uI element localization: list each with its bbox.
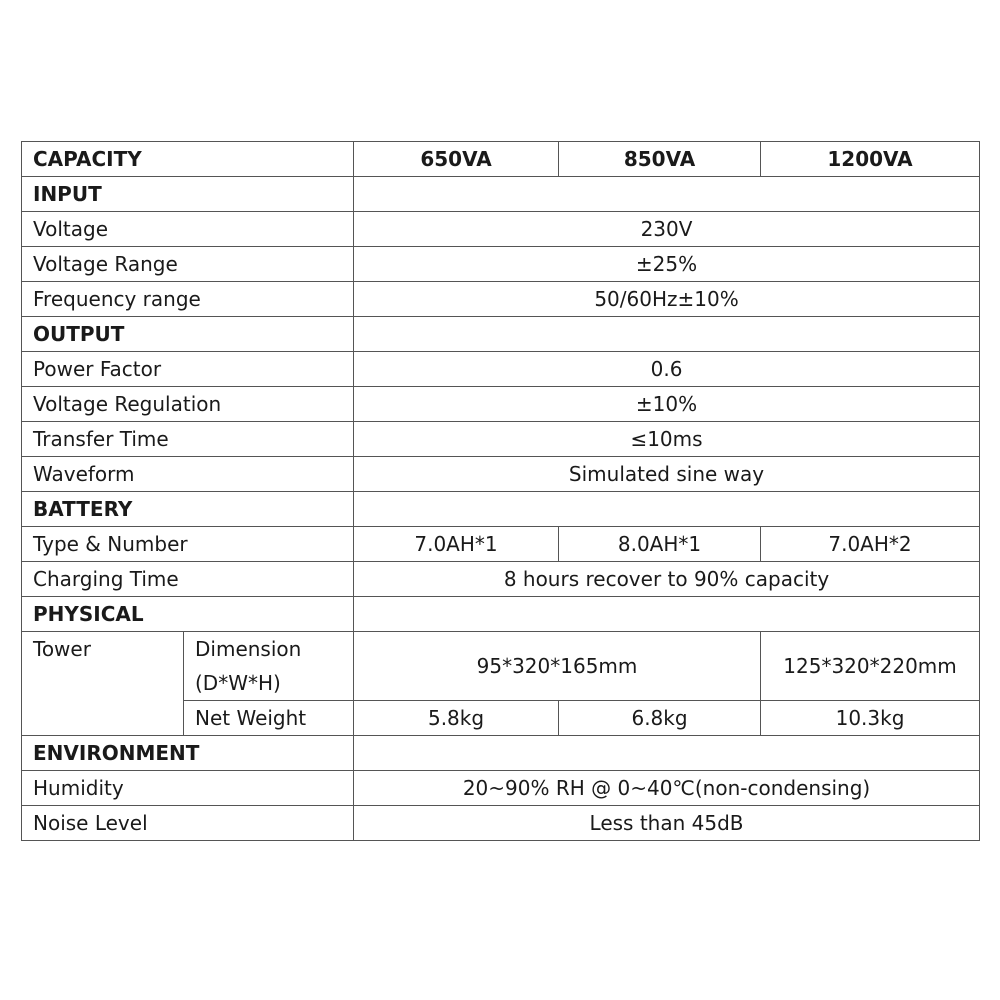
row-label: Transfer Time — [22, 422, 354, 457]
row-label: Voltage Range — [22, 247, 354, 282]
spec-table — [21, 141, 980, 841]
table-row — [22, 212, 980, 247]
section-empty-cell — [354, 597, 980, 632]
model-1200va: 1200VA — [761, 142, 980, 177]
row-value: 6.8kg — [559, 701, 761, 736]
section-environment — [22, 736, 980, 771]
section-output — [22, 317, 980, 352]
row-value: ±25% — [354, 247, 980, 282]
table-row — [22, 422, 980, 457]
section-empty-cell — [354, 177, 980, 212]
row-value: Simulated sine way — [354, 457, 980, 492]
row-label: Humidity — [22, 771, 354, 806]
tower-label: Tower — [22, 632, 184, 736]
row-value: 230V — [354, 212, 980, 247]
row-label: Waveform — [22, 457, 354, 492]
model-650va: 650VA — [354, 142, 559, 177]
table-row — [22, 387, 980, 422]
section-empty-cell — [354, 736, 980, 771]
model-850va: 850VA — [559, 142, 761, 177]
header-row — [22, 142, 980, 177]
row-value: 20~90% RH @ 0~40℃(non-condensing) — [354, 771, 980, 806]
row-value: ≤10ms — [354, 422, 980, 457]
row-value: 0.6 — [354, 352, 980, 387]
row-value: 50/60Hz±10% — [354, 282, 980, 317]
row-value: Less than 45dB — [354, 806, 980, 841]
section-empty-cell — [354, 317, 980, 352]
dimension-label — [184, 632, 354, 701]
dimension-value-large: 125*320*220mm — [761, 632, 980, 701]
row-value: 7.0AH*2 — [761, 527, 980, 562]
row-value: 7.0AH*1 — [354, 527, 559, 562]
row-label: Charging Time — [22, 562, 354, 597]
capacity-label: CAPACITY — [22, 142, 354, 177]
table-row — [22, 247, 980, 282]
table-row — [22, 282, 980, 317]
row-value: ±10% — [354, 387, 980, 422]
table-row — [22, 527, 980, 562]
row-label: Noise Level — [22, 806, 354, 841]
table-row — [22, 352, 980, 387]
section-input — [22, 177, 980, 212]
table-row — [22, 771, 980, 806]
dimension-value-small: 95*320*165mm — [354, 632, 761, 701]
row-label: Voltage Regulation — [22, 387, 354, 422]
row-value: 10.3kg — [761, 701, 980, 736]
row-value: 5.8kg — [354, 701, 559, 736]
row-value: 8.0AH*1 — [559, 527, 761, 562]
table-row — [22, 457, 980, 492]
row-label: Frequency range — [22, 282, 354, 317]
table-row — [22, 632, 980, 701]
table-row — [22, 806, 980, 841]
section-physical — [22, 597, 980, 632]
section-title: PHYSICAL — [22, 597, 354, 632]
section-title: BATTERY — [22, 492, 354, 527]
section-battery — [22, 492, 980, 527]
section-empty-cell — [354, 492, 980, 527]
row-label: Power Factor — [22, 352, 354, 387]
section-title: OUTPUT — [22, 317, 354, 352]
weight-label: Net Weight — [184, 701, 354, 736]
row-label: Type & Number — [22, 527, 354, 562]
table-row — [22, 562, 980, 597]
row-value: 8 hours recover to 90% capacity — [354, 562, 980, 597]
dimension-label-line2: (D*W*H) — [195, 671, 281, 695]
row-label: Voltage — [22, 212, 354, 247]
section-title: ENVIRONMENT — [22, 736, 354, 771]
section-title: INPUT — [22, 177, 354, 212]
dimension-label-line1: Dimension — [195, 637, 302, 661]
